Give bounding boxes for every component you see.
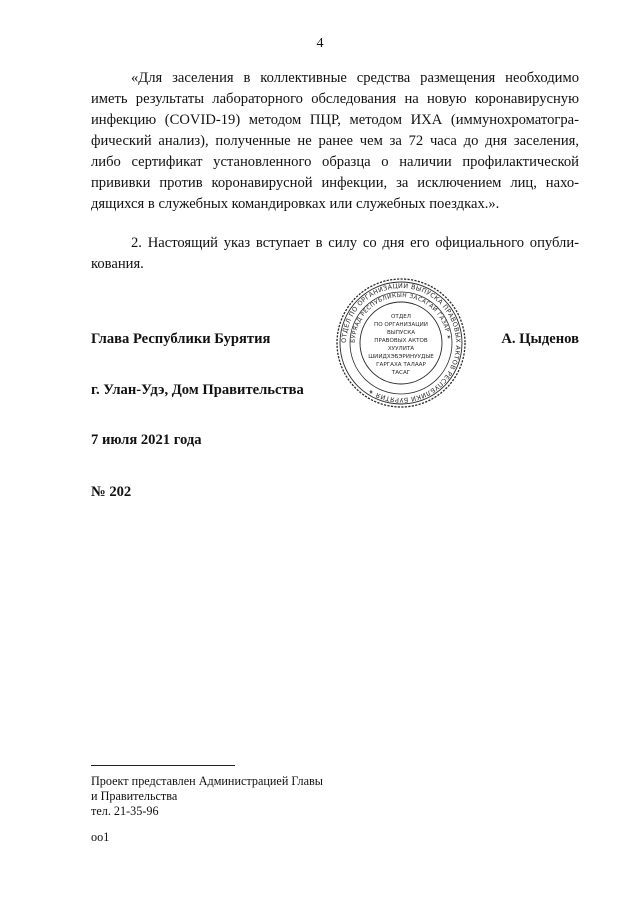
seal-center-line: ШИИДХЭБЭРИНУУДЫЕ — [368, 354, 434, 360]
paragraph-line: иметь результаты лабораторного обследования на новую коронавирусную — [91, 91, 579, 107]
paragraph-line: кования. — [91, 256, 144, 272]
footnote-divider — [91, 765, 235, 766]
document-code: оо1 — [91, 830, 110, 844]
seal-outer-text: ОТДЕЛ ПО ОРГАНИЗАЦИИ ВЫПУСКА ПРАВОВЫХ АКТОВ РЕСПУБЛИКИ БУРЯТИЯ ✶ — [339, 281, 463, 405]
seal-center-line: ХУУЛИТА — [387, 346, 415, 352]
paragraph-line: фический анализ), полученные не ранее чем за 72 часа до дня заселения, — [91, 133, 579, 149]
seal-center-line: ВЫПУСКА — [386, 330, 416, 336]
paragraph-line: 2. Настоящий указ вступает в силу со дня его официального опубли- — [131, 235, 579, 251]
seal-center-line: ПО ОРГАНИЗАЦИИ — [374, 322, 428, 328]
paragraph-line: «Для заселения в коллективные средства размещения необходимо — [131, 70, 579, 86]
seal-center-line: ОТДЕЛ — [391, 314, 411, 320]
signatory-position: Глава Республики Бурятия — [91, 331, 271, 347]
seal-center-line: ГАРГАХА ТАЛААР — [376, 362, 426, 368]
seal-center-line: ТАСАГ — [391, 370, 411, 376]
paragraph-line: либо сертификат установленного образца о наличии профилактической — [91, 154, 579, 170]
signatory-name: А. Цыденов — [501, 331, 579, 347]
footnote-line: тел. 21-35-96 — [91, 804, 159, 818]
footnote-line: Проект представлен Администрацией Главы — [91, 774, 323, 788]
quote-paragraph — [91, 68, 579, 215]
paragraph-line: прививки против коронавирусной инфекции, за исключением лиц, нахо- — [91, 175, 579, 191]
official-seal — [334, 276, 468, 410]
paragraph-line: инфекцию (COVID-19) методом ПЦР, методом ИХА (иммунохроматогра- — [91, 112, 579, 128]
seal-inner-text: БУРЯАД РЕСПУБЛИКЫН ЗАСАГАЙ ГАЗАР ✶ — [350, 292, 451, 344]
item2-paragraph — [91, 233, 579, 275]
seal-center-line: ПРАВОВЫХ АКТОВ — [374, 338, 428, 344]
paragraph-line: дящихся в служебных командировках или служебных поездках.». — [91, 196, 500, 212]
page-number: 4 — [316, 36, 324, 51]
place-of-signing: г. Улан-Удэ, Дом Правительства — [91, 382, 304, 398]
document-date: 7 июля 2021 года — [91, 432, 202, 448]
footnote-line: и Правительства — [91, 789, 178, 803]
document-number: № 202 — [91, 484, 132, 500]
